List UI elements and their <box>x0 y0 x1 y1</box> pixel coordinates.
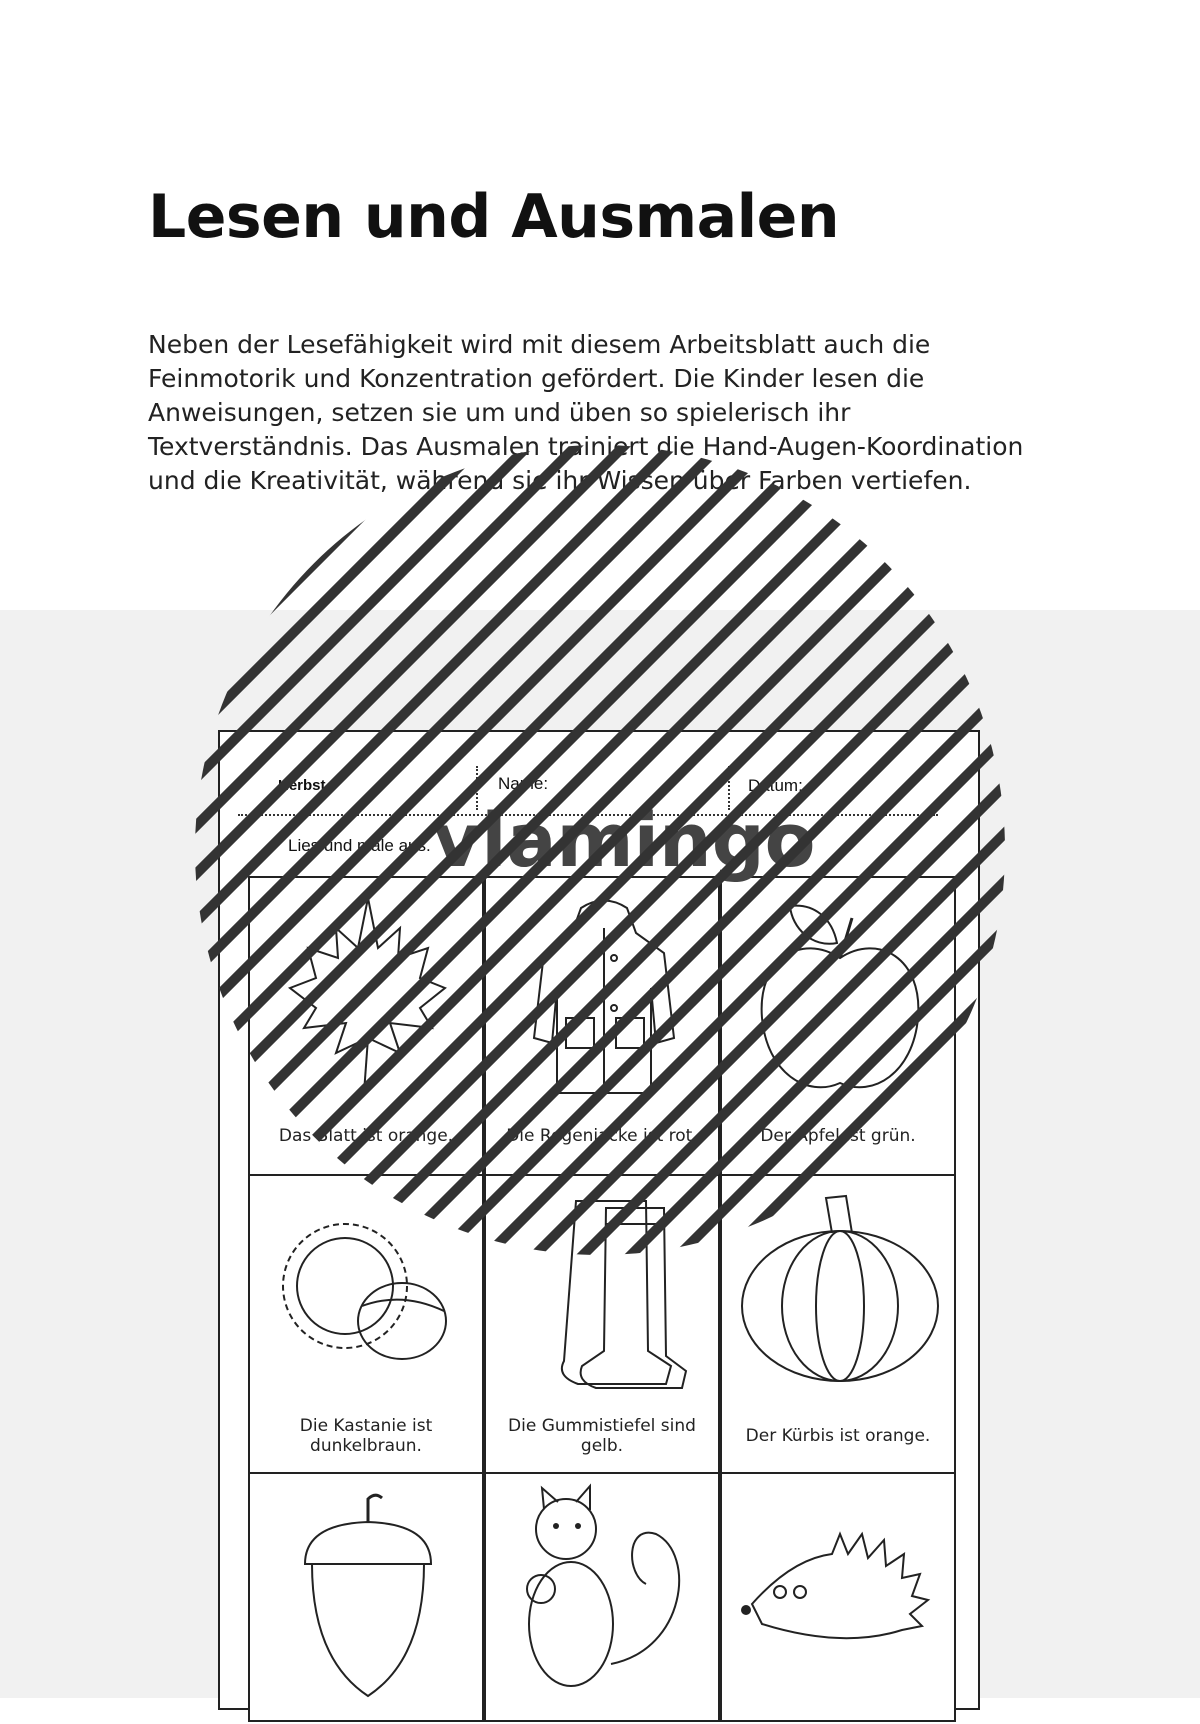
worksheet-topic: Herbst <box>278 777 326 794</box>
cell-apple <box>720 876 956 1176</box>
squirrel-icon <box>486 1474 722 1724</box>
cell-pumpkin <box>720 1174 956 1474</box>
cell-caption: Der Kürbis ist orange. <box>745 1426 931 1446</box>
cell-leaf <box>248 876 484 1176</box>
worksheet-instruction: Lies und male aus. <box>288 836 431 855</box>
watermark-text: vlamingo <box>433 798 816 884</box>
acorn-icon <box>250 1474 486 1724</box>
cell-caption: Die Gummistiefel sind gelb. <box>508 1416 696 1456</box>
cell-hedgehog <box>720 1472 956 1722</box>
top-section <box>0 0 1200 610</box>
hedgehog-icon <box>722 1474 958 1724</box>
page-title: Lesen und Ausmalen <box>148 182 840 252</box>
cell-caption: Der Apfel ist grün. <box>760 1126 916 1146</box>
cell-acorn <box>248 1472 484 1722</box>
cell-raincoat <box>484 876 720 1176</box>
cell-caption: Die Regenjacke ist rot. <box>506 1126 698 1146</box>
cell-chestnut <box>248 1174 484 1474</box>
cell-squirrel <box>484 1472 720 1722</box>
cell-caption: Die Kastanie ist dunkelbraun. <box>299 1416 433 1456</box>
cell-caption: Das Blatt ist orange. <box>278 1126 454 1146</box>
intro-paragraph: Neben der Lesefähigkeit wird mit diesem Arbeitsblatt auch die Feinmotorik und Konzentration gefördert. Die Kinder lesen die Anweisungen, setzen sie um und üben so spielerisch ihr Textverständnis. Das Ausmalen trainiert die Hand-Augen-Koordination und die Kreativität, während sie ihr Wissen über Farben vertiefen. <box>148 330 1024 495</box>
name-label: Name: <box>498 774 549 793</box>
vlamingo-logo <box>433 798 816 888</box>
cell-boots <box>484 1174 720 1474</box>
date-label: Datum: <box>748 776 803 795</box>
picture-grid <box>248 876 956 1716</box>
